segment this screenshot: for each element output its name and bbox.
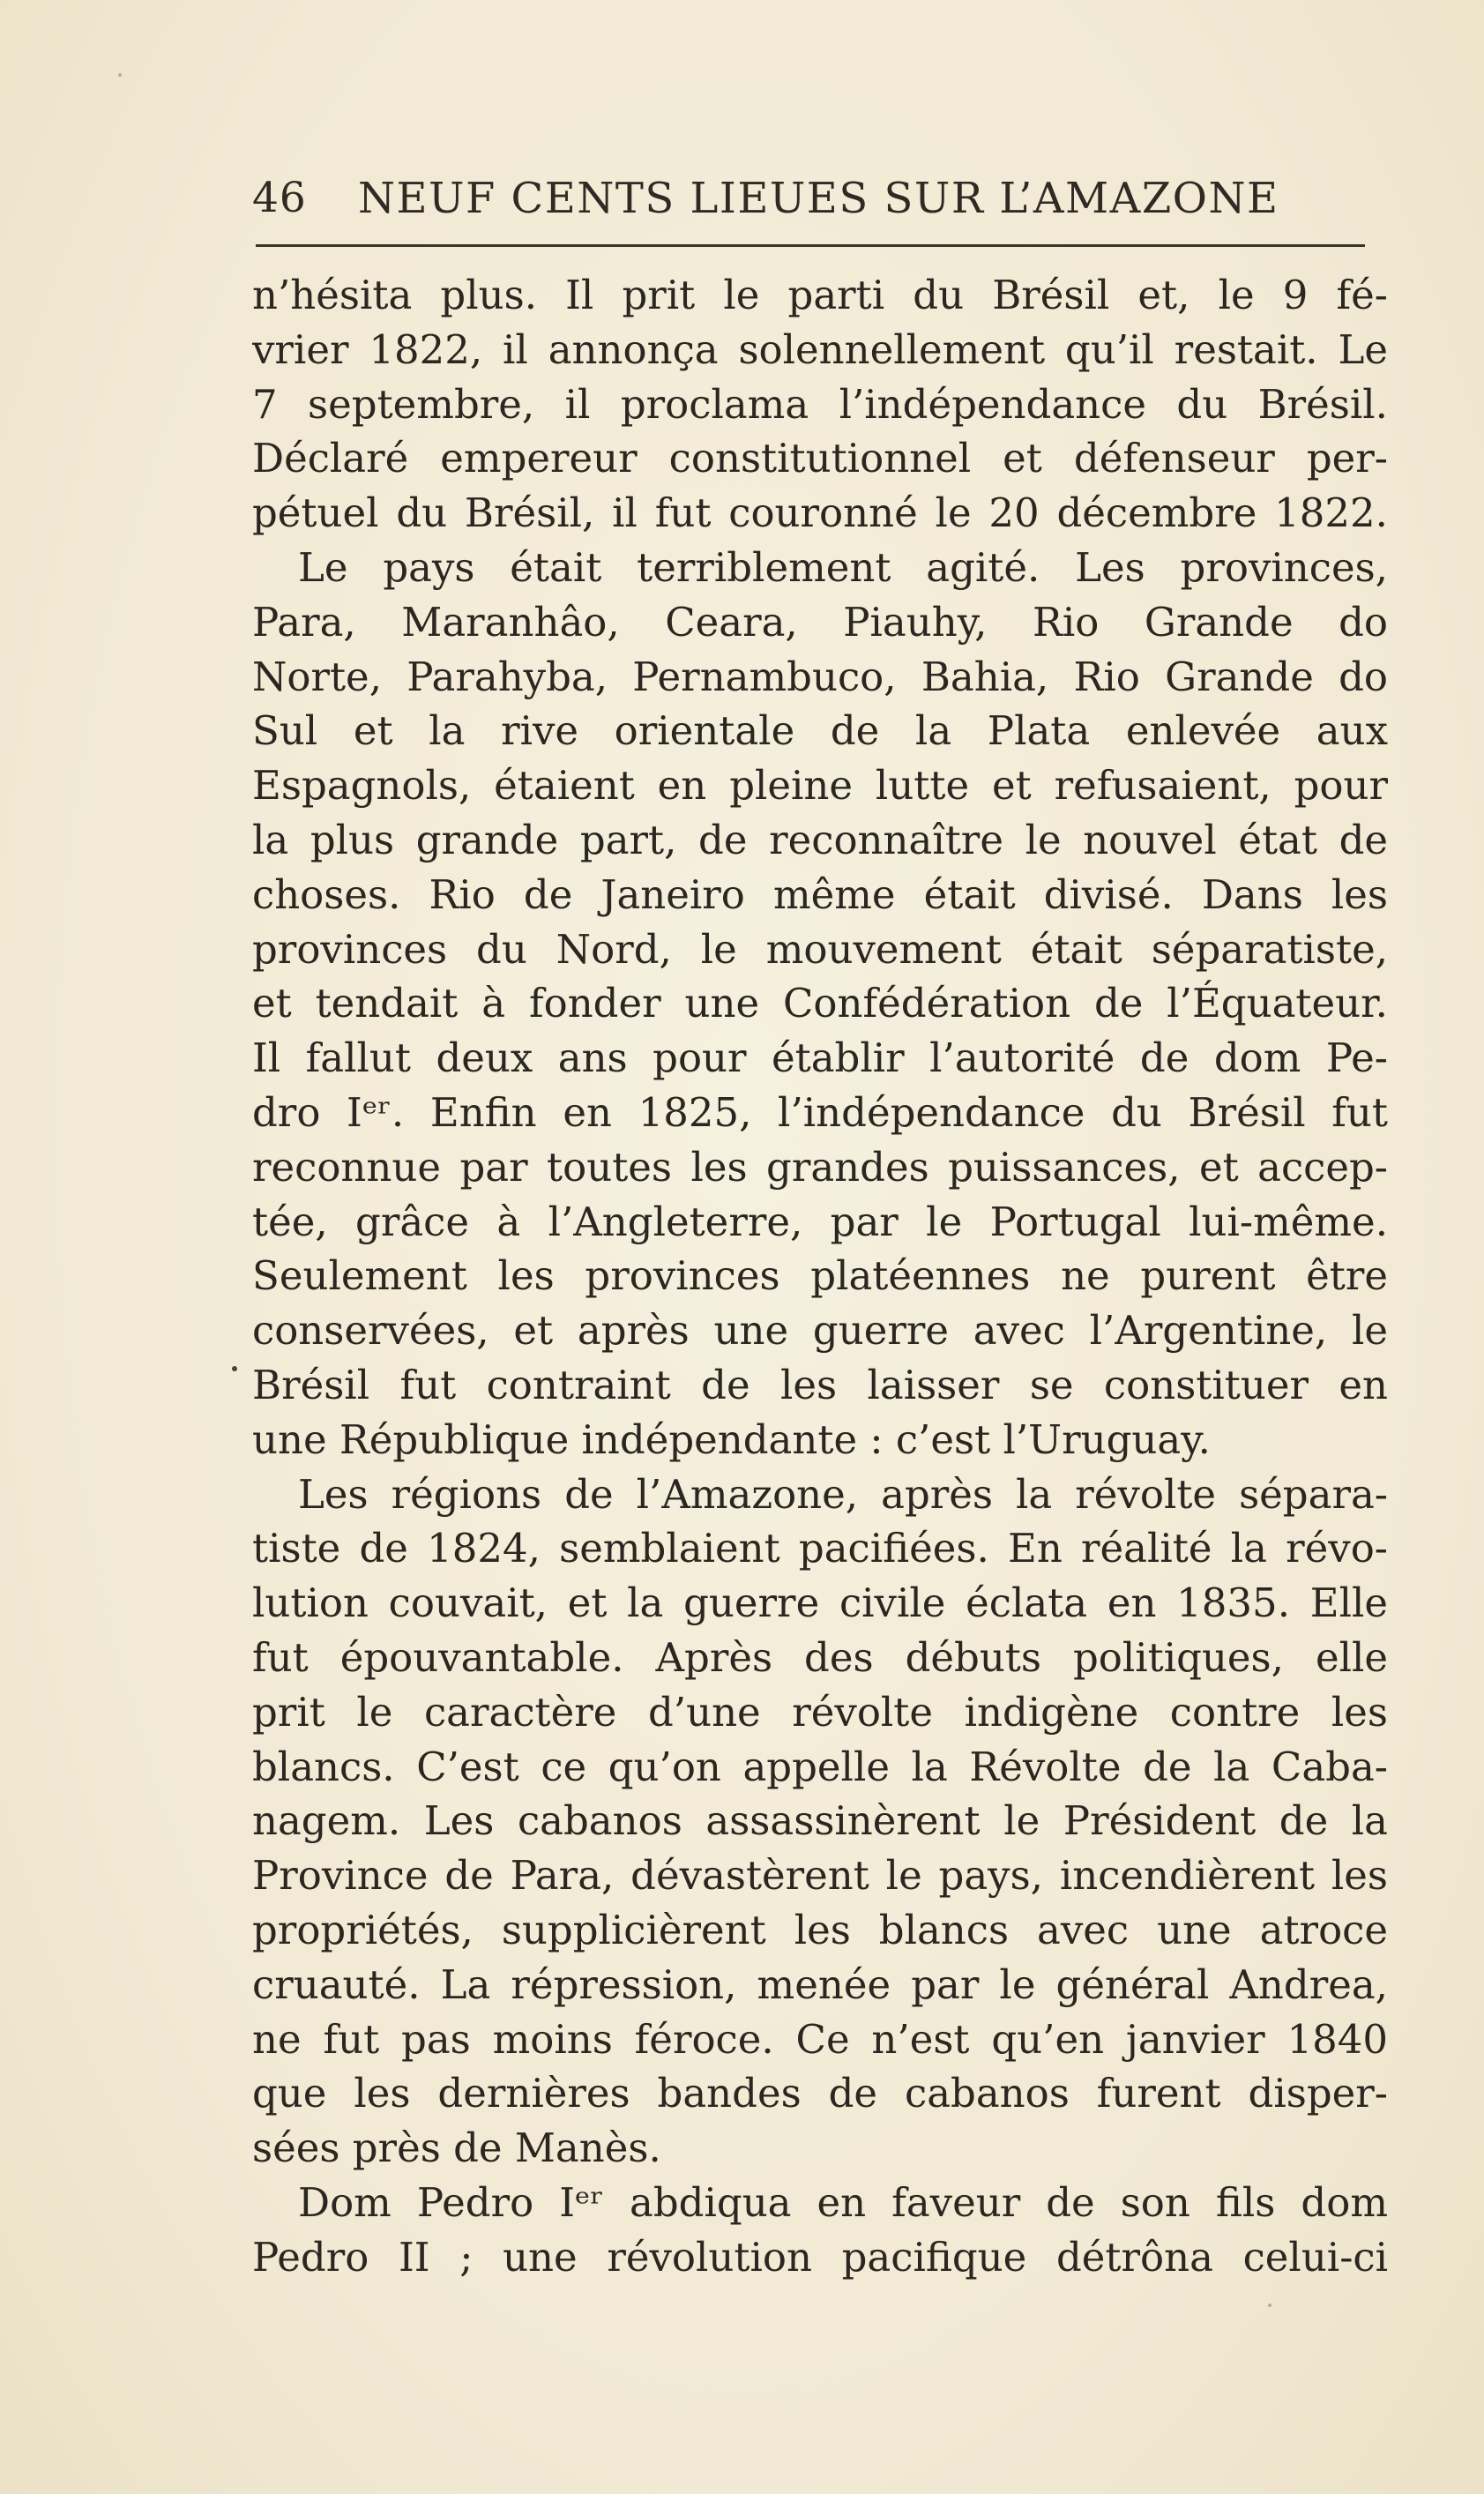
text-line: Il fallut deux ans pour établir l’autorité de dom Pe-: [252, 1034, 1388, 1082]
paragraph-start-line: Dom Pedro Iᵉʳ abdiqua en faveur de son fils dom: [298, 2178, 1388, 2226]
text-line: Sul et la rive orientale de la Plata enlevée aux: [252, 707, 1388, 755]
text-line: Brésil fut contraint de les laisser se constituer en: [252, 1361, 1388, 1408]
paragraph-end-line: une République indépendante : c’est l’Uruguay.: [252, 1415, 1211, 1463]
text-line: Norte, Parahyba, Pernambuco, Bahia, Rio Grande do: [252, 653, 1388, 700]
text-line: vrier 1822, il annonça solennellement qu’il restait. Le: [252, 325, 1388, 373]
text-line: tiste de 1824, semblaient pacifiées. En réalité la révo-: [252, 1525, 1388, 1572]
text-line: prit le caractère d’une révolte indigène contre les: [252, 1688, 1388, 1736]
text-line: que les dernières bandes de cabanos furent disper-: [252, 2070, 1388, 2117]
text-line: n’hésita plus. Il prit le parti du Brésil et, le 9 fé-: [252, 272, 1388, 318]
text-line: Seulement les provinces platéennes ne purent être: [252, 1252, 1388, 1300]
text-line: conservées, et après une guerre avec l’Argentine, le: [252, 1307, 1388, 1355]
text-line: Province de Para, dévastèrent le pays, incendièrent les: [252, 1852, 1388, 1900]
text-line: pétuel du Brésil, il fut couronné le 20 décembre 1822.: [252, 489, 1388, 537]
text-line: dro Iᵉʳ. Enfin en 1825, l’indépendance du Brésil fut: [252, 1088, 1388, 1136]
text-line: Espagnols, étaient en pleine lutte et refusaient, pour: [252, 762, 1388, 810]
text-line: Déclaré empereur constitutionnel et défenseur per-: [252, 435, 1388, 482]
text-line: cruauté. La répression, menée par le général Andrea,: [252, 1960, 1388, 2008]
text-line: reconnue par toutes les grandes puissances, et accep-: [252, 1143, 1388, 1191]
text-line: provinces du Nord, le mouvement était séparatiste,: [252, 925, 1388, 973]
page-number: 46: [252, 174, 307, 222]
paragraph-end-line: sées près de Manès.: [252, 2124, 661, 2172]
header-rule: [256, 244, 1365, 247]
text-line: nagem. Les cabanos assassinèrent le Président de la: [252, 1797, 1388, 1845]
text-line: lution couvait, et la guerre civile éclata en 1835. Elle: [252, 1579, 1388, 1627]
text-line: la plus grande part, de reconnaître le nouvel état de: [252, 816, 1388, 863]
margin-mark: [232, 1366, 237, 1371]
page-header: [252, 168, 1372, 229]
text-line: et tendait à fonder une Confédération de l’Équateur.: [252, 980, 1388, 1027]
paragraph-start-line: Les régions de l’Amazone, après la révolte sépara-: [298, 1470, 1388, 1518]
paper-speck: [118, 73, 122, 77]
text-line: propriétés, supplicièrent les blancs avec une atroce: [252, 1906, 1388, 1953]
text-line: tée, grâce à l’Angleterre, par le Portugal lui-même.: [252, 1198, 1388, 1245]
text-line: choses. Rio de Janeiro même était divisé. Dans les: [252, 870, 1388, 918]
text-line: Pedro II ; une révolution pacifique détrôna celui-ci: [252, 2233, 1388, 2281]
running-title: NEUF CENTS LIEUES SUR L’AMAZONE: [358, 174, 1279, 223]
paper-speck: [1268, 2304, 1271, 2307]
text-line: 7 septembre, il proclama l’indépendance du Brésil.: [252, 380, 1388, 428]
body-text: [252, 268, 1388, 2284]
text-line: ne fut pas moins féroce. Ce n’est qu’en janvier 1840: [252, 2015, 1388, 2063]
paragraph-start-line: Le pays était terriblement agité. Les provinces,: [298, 543, 1388, 591]
text-line: Para, Maranhâo, Ceara, Piauhy, Rio Grande do: [252, 598, 1388, 646]
text-line: fut épouvantable. Après des débuts politiques, elle: [252, 1633, 1388, 1681]
text-line: blancs. C’est ce qu’on appelle la Révolte de la Caba-: [252, 1743, 1388, 1790]
